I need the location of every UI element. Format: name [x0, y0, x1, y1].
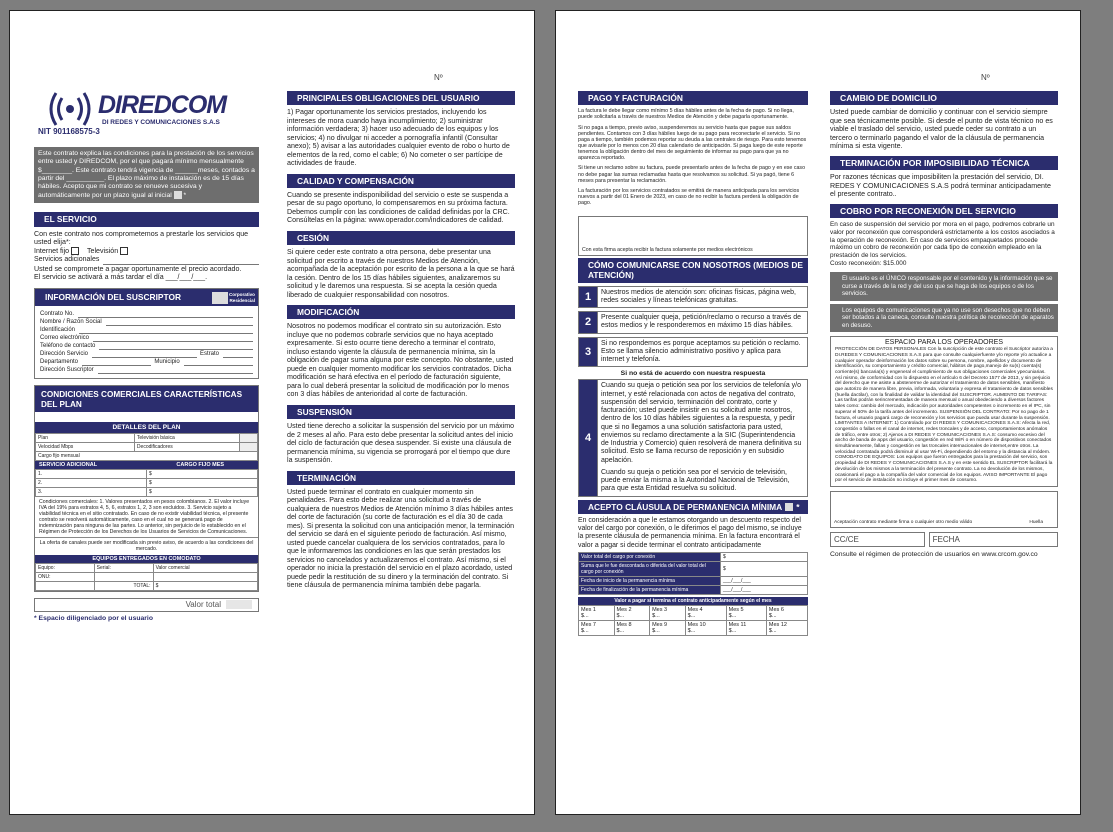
row-label: Suma que le fue descontada o diferida del valor total del cargo por conexión [579, 561, 721, 576]
item-text: Nuestros medios de atención son: oficinas físicas, página web, redes sociales y líneas telefónicas gratuitas. [597, 287, 807, 308]
mes-value: $... [581, 612, 589, 619]
mes-value: $... [652, 612, 660, 619]
item-4-text-b: Cuando su queja o petición sea por el servicio de televisión, puede enviar la misma a la Autoridad Nacional de Televisión, para que esta Entidad resuelva su solicitud. [601, 468, 790, 493]
tv-basica-label: Televisión básica [134, 434, 239, 443]
id-date-row [830, 532, 1058, 547]
field-input[interactable] [106, 318, 253, 326]
permanencia-table [578, 552, 808, 595]
row-value[interactable]: $ [147, 470, 258, 479]
adicional-table [35, 469, 258, 497]
signature-label: Aceptación contrato mediante firma o cualquier otro medio válido [834, 519, 973, 525]
servicio-header: EL SERVICIO [34, 212, 259, 226]
field-label: Dirección Suscriptor [40, 367, 94, 374]
item-number: 2 [579, 312, 597, 333]
cargo-fijo-label: Cargo fijo mensual [36, 452, 258, 461]
adicionales-label: Servicios adicionales [34, 256, 100, 264]
pago-header: PAGO Y FACTURACIÓN [578, 91, 808, 105]
field-label: Correo electrónico [40, 334, 90, 341]
condiciones-box [34, 385, 259, 591]
mes-cell[interactable] [579, 620, 615, 635]
table-row [36, 581, 258, 590]
onu-valor[interactable] [153, 572, 257, 581]
renewal-checkbox[interactable] [174, 191, 182, 199]
field-input[interactable] [92, 350, 197, 358]
pago-p1: La factura le debe llegar como mínimo 5 días hábiles antes de la fecha de pago. Si no llega, puede solicitarla a través de nuestros Medios de Atención y debe pagarla oportunamente. [578, 108, 794, 121]
field-label: Dirección Servicio [40, 351, 89, 358]
table-row [36, 572, 258, 581]
municipio-label: Municipio [154, 359, 180, 366]
medio-item-3 [578, 337, 808, 368]
intro-text: Este contrato explica las condiciones para la prestación de los servicios entre usted y DIREDCOM, por el que pagará mínimo mensualmente $________. Este contrato tendrá vigencia de ______meses, contados a partir del __________. El plazo máximo de instalación es de 15 días hábiles. Acepto que mi contrato se renueve sucesiva y automáticamente por un plazo igual al inicial [38, 150, 255, 200]
calidad-header: CALIDAD Y COMPENSACIÓN [287, 174, 515, 188]
cc-field[interactable]: CC/CE [830, 532, 925, 547]
mes-cell[interactable] [726, 605, 766, 620]
pay-text: Usted se compromete a pagar oportunamente el precio acordado. [34, 264, 242, 273]
mes-cell[interactable] [766, 605, 807, 620]
permanencia-text: En consideración a que le estamos otorgando un descuento respecto del valor del cargo por conexión, o le diferimos el pago del mismo, se incluye la presente cláusula de permanencia mínima. En la factura encontrará el valor a pagar si decide terminar el contrato anticipadamente [578, 516, 802, 549]
field-contrato [40, 310, 253, 318]
decodificadores-label: Decodificadores [134, 443, 239, 452]
mes-value: $... [768, 627, 777, 634]
field-direccion [40, 350, 253, 358]
mes-cell[interactable] [766, 620, 807, 635]
factura-firma-box[interactable] [578, 216, 808, 256]
obligaciones-text: 1) Pagar oportunamente los servicios prestados, incluyendo los intereses de mora cuando haya incumplimiento; 2) suministrar información verdadera; 3) hacer uso adecuado de los equipos y los servicios; 4) no divulgar ni acceder a pornografía infantil (Consultar anexo); 5) avisar a las autoridades cualquier evento de robo o hurto de elementos de la red, como el cable; 6) No cometer o ser partícipe de actividades de fraude. [287, 108, 510, 168]
mes-label: Mes 8 [616, 621, 632, 628]
imposibilidad-text: Por razones técnicas que imposibiliten la prestación del servicio, DI. REDES Y COMUNICACIONES S.A.S podrá terminar anticipadamente el presente contrato.. [830, 173, 1051, 199]
suscriptor-type [212, 292, 255, 304]
item-number: 3 [579, 338, 597, 367]
mes-cell[interactable] [726, 620, 766, 635]
table-row [579, 576, 808, 585]
left-column [578, 91, 808, 636]
fecha-field[interactable]: FECHA [929, 532, 1058, 547]
tv-label: Televisión [86, 246, 119, 255]
page-number-label: Nº [434, 73, 443, 82]
field-label: Contrato No. [40, 310, 75, 317]
cesion-text: Si quiere ceder este contrato a otra persona, debe presentar una solicitud por escrito a través de nuestros Medios de Atención, acompañada de la aceptación por escrito de la persona a la que se hará la cesión. Dentro de los 15 días hábiles siguientes, analizaremos su solicitud y le daremos una respuesta. Si se acepta la cesión queda liberado de cualquier responsabilidad con nosotros. [287, 248, 515, 299]
field-input[interactable] [79, 326, 253, 334]
equipo-label: Equipo: [36, 563, 95, 572]
activate-text: El servicio se activará a más tardar el día ___/___/___. [34, 273, 208, 282]
servicio-intro: Con este contrato nos comprometemos a prestarle los servicios que usted elija*: [34, 229, 249, 247]
calidad-text: Cuando se presente indisponibilidad del servicio o este se suspenda a pesar de su pago oportuno, lo compensaremos en su próxima factura. Debemos cumplir con las condiciones de calidad definidas por la CRC. Consúltelas en la página: www.operador.com/indicadores de calidad. [287, 190, 510, 225]
row-value[interactable]: ___/___/___ [720, 585, 807, 594]
mes-label: Mes 1 [581, 606, 596, 613]
mes-label: Mes 10 [687, 621, 706, 628]
table-row [579, 561, 808, 576]
item-text [597, 380, 807, 495]
condiciones-notes: Condiciones comerciales: 1. Valores presentados en pesos colombianos. 2. El valor incluye IVA del 19% para estratos 4, 5, 6, estratos 1, 2, 3 son excluidos. 3. Servicio sujeto a viabilidad técnica en el sitio contratado. En caso de no existir viabilidad técnica, el presente contrato se resolverá automáticamente, caso en el cual no se generará pago de indemnización para ninguna de las partes. Lo anterior, sin perjuicio de lo establecido en el Régimen de Protección de los Derechos de los Usuarios de Servicios de Comunicaciones. [35, 497, 258, 538]
internet-checkbox[interactable] [71, 247, 79, 255]
mes-cell[interactable] [614, 620, 650, 635]
suscriptor-box [34, 288, 259, 380]
terminacion-text: Usted puede terminar el contrato en cualquier momento sin penalidades. Para esto debe realizar una solicitud a través de cualquiera de nuestros Medios de Atención mínimo 3 días hábiles antes del corte de facturación (su corte de facturación es el día 30 de cada mes). Si presenta la solicitud con una anticipación menor, la terminación del servicio se dará en el siguiente periodo de facturación. Así mismo, usted puede cancelar cualquiera de los servicios contratados, para lo que le informaremos las condiciones en las que serán prestados los servicios no cancelados y actualizaremos el contrato. Así mismo, si el operador no inicia la prestación del servicio en el plazo acordado, usted puede pedir la restitución de su dinero y la terminación del contrato. Si tiene cláusula de permanencia mínima también debe pagarla. [287, 487, 515, 590]
mes-value: $... [687, 612, 696, 619]
logo [34, 89, 259, 147]
total-label: TOTAL: [94, 581, 153, 590]
modificacion-header: MODIFICACIÓN [287, 305, 515, 319]
signal-waves-icon [44, 89, 100, 129]
row-label: Fecha de inicio de la permanencia mínima [579, 576, 721, 585]
aviso-responsable: El usuario es el ÚNICO responsable por el contenido y la información que se curse a través de la red y del uso que se haga de los equipos o de los servicios. [830, 272, 1058, 300]
huella-label: Huella [1029, 519, 1043, 525]
mes-value: $... [581, 627, 589, 634]
item-number: 4 [579, 380, 597, 495]
row-number: 3. [36, 488, 147, 497]
mes-label: Mes 6 [768, 606, 784, 613]
pago-p4: La facturación por los servicios contratados se emitirá de manera anticipada para los servicios nuevos a partir del 01 Enero de 2023, en caso de no recibir la factura perderá la obligación de pago. [578, 187, 800, 207]
field-label: Departamento [40, 359, 79, 366]
item-4-text-a: Cuando su queja o petición sea por los servicios de telefonía y/o internet, y esté relacionada con actos de negativa del contrato, suspensión del servicio, terminación del contrato, corte y facturación; usted puede insistir en su solicitud ante nosotros, dentro de los 10 días hábiles siguientes a la respuesta, y pedir que si no llegamos a una solución satisfactoria para usted, enviemos su reclamo directamente a la SIC (Superintendencia de Industria y Comercio) quien resolverá de manera definitiva su solicitud. Esto se llama recurso de reposición y en subsidio apelación. [601, 382, 802, 464]
row-number: 1. [36, 470, 147, 479]
row-value[interactable]: $ [720, 552, 807, 561]
contract-page-2 [555, 10, 1081, 815]
mes-cell[interactable] [685, 620, 726, 635]
meses-header: Valor a pagar si termina el contrato anticipadamente según el mes [578, 597, 808, 605]
mes-value: $... [616, 627, 625, 634]
tv-basica-input[interactable] [240, 434, 258, 443]
footnote: * Espacio diligenciado por el usuario [34, 614, 153, 622]
servicio-section [34, 230, 259, 282]
decodificadores-input[interactable] [240, 443, 258, 452]
mes-value: $... [616, 612, 625, 619]
field-label: Nombre / Razón Social [40, 318, 102, 325]
pago-p2: Si no paga a tiempo, previo aviso, suspenderemos su servicio hasta que pague sus saldos pendientes. Contamos con 3 días hábiles luego de su pago para reconectarle el servicio. Si no paga a tiempo, también podemos reportar su deuda a las centrales de riesgo. Para esto tenemos que avisarle por lo menos con 20 días calendario de anticipación. Si paga luego de este reporte tenemos la obligación dentro del mes de seguimiento de informar su pago para que ya no aparezca reportado. [578, 124, 807, 162]
table-row [579, 605, 808, 620]
field-departamento [40, 358, 253, 366]
mes-cell[interactable] [685, 605, 726, 620]
field-identificacion [40, 326, 253, 334]
nit-number: NIT 901168575-3 [38, 127, 100, 136]
intro-mark: * [183, 192, 187, 200]
valor-total-label: Valor total [185, 600, 221, 609]
internet-label: Internet fijo [34, 246, 70, 255]
mes-value: $... [687, 627, 696, 634]
field-nombre [40, 318, 253, 326]
residencial-checkbox[interactable] [212, 298, 228, 304]
adicionales-field [34, 255, 259, 264]
permanencia-title: ACEPTO CLÁUSULA DE PERMANENCIA MÍNIMA [588, 501, 783, 512]
table-row [36, 443, 258, 452]
operadores-title: ESPACIO PARA LOS OPERADORES [885, 339, 1003, 347]
field-input[interactable] [98, 366, 253, 374]
mes-label: Mes 5 [728, 606, 744, 613]
mes-cell[interactable] [614, 605, 650, 620]
servicio-adicional-label: SERVICIO ADICIONAL [39, 462, 98, 469]
estrato-input[interactable] [223, 350, 253, 358]
municipio-input[interactable] [184, 358, 253, 366]
table-row [36, 434, 258, 443]
intro-box [34, 147, 259, 203]
suscriptor-title: INFORMACIÓN DEL SUSCRIPTOR [45, 292, 182, 303]
row-number: 2. [36, 479, 147, 488]
valor-total-box [34, 598, 259, 612]
medio-item-4 [578, 379, 808, 496]
mes-label: Mes 4 [687, 606, 703, 613]
medio-item-2 [578, 311, 808, 334]
cargo-mes-label: CARGO FIJO MES [176, 462, 225, 469]
equipos-table [35, 563, 258, 591]
field-input[interactable] [78, 310, 253, 318]
onu-label: ONU: [36, 572, 95, 581]
service-options [34, 247, 259, 256]
field-input[interactable] [93, 334, 253, 342]
field-label: Teléfono de contacto [40, 343, 96, 350]
mes-label: Mes 3 [652, 606, 668, 613]
suspension-text: Usted tiene derecho a solicitar la suspensión del servicio por un máximo de 2 meses al año. Para esto debe presentar la solicitud antes del inicio del ciclo de facturación que desea suspender. Si existe una cláusula de permanencia mínima, su vigencia se prorrogará por el tiempo que dure la suspensión. [287, 422, 515, 465]
table-row [36, 470, 258, 479]
field-direccion-suscriptor [40, 366, 253, 374]
suspension-header: SUSPENSIÓN [287, 405, 515, 419]
right-column [830, 91, 1058, 559]
reconexion-cost: Costo reconexión: $15.000 [830, 259, 907, 267]
left-column [34, 89, 259, 622]
mes-cell[interactable] [650, 620, 686, 635]
reconexion-text: En caso de suspensión del servicio por mora en el pago, podremos cobrarle un valor por reconexión que corresponderá estrictamente a los costos asociados a la operación de reconexión. En caso de servicios empaquetados procede máximo un cobro de reconexión por cada tipo de conexión empleado en la prestación de los servicios. [830, 221, 1055, 260]
operadores-box [830, 336, 1058, 487]
field-input[interactable] [82, 358, 151, 366]
logo-brand: DIREDCOM [98, 91, 227, 119]
row-value[interactable]: $ [147, 488, 258, 497]
meses-table [578, 605, 808, 636]
terminacion-header: TERMINACIÓN [287, 471, 515, 485]
medio-item-1 [578, 286, 808, 309]
row-value[interactable]: $ [720, 561, 807, 576]
row-label: Valor total del cargo por conexión [579, 552, 721, 561]
mes-label: Mes 7 [581, 621, 596, 628]
serial-label: Serial: [94, 563, 153, 572]
field-label: Identificación [40, 326, 76, 333]
domicilio-header: CAMBIO DE DOMICILIO [830, 91, 1058, 105]
cesion-header: CESIÓN [287, 231, 515, 245]
aviso-desechos: Los equipos de comunicaciones que ya no use son desechos que no deben ser botados a la caneca, consulte nuestra política de recolección de aparatos en desuso. [830, 304, 1058, 332]
table-row [579, 620, 808, 635]
mes-cell[interactable] [579, 605, 615, 620]
mes-value: $... [652, 627, 660, 634]
total-value[interactable]: $ [153, 581, 257, 590]
equipos-header: EQUIPOS ENTREGADOS EN COMODATO [35, 555, 258, 563]
mes-value: $... [768, 612, 777, 619]
plan-table [35, 433, 258, 461]
tv-checkbox[interactable] [120, 247, 128, 255]
comunicarse-header: CÓMO COMUNICARSE CON NOSOTROS (MEDIOS DE ATENCIÓN) [578, 258, 808, 282]
mes-label: Mes 2 [616, 606, 632, 613]
signature-box[interactable] [830, 491, 1058, 528]
table-row [36, 563, 258, 572]
operadores-text: PROTECCIÓN DE DATOS PERSONALES Con la suscripción de este contrato el Suscriptor autoriza a DI.REDES Y COMUNICACIONES S.A.S para que consulte cualquierfuente y/o reporte y/o actualice a cualquier operador deinformación los datos sobre su persona, nombre, apellidos y documento de identificación, su comportamiento y crédito comercial, hábitos de pago,manejo de su(s) cuenta(s) corriente(s) bancaria(s) y engeneral el cumplimiento de sus obligaciones comerciales ypecuniarias. Así mismo, de conformidad con lo dispuesto en el artículo 6 del Decreto 1577 de 2013, y sin perjuicio del derecho que me asiste a abstenerme de autorizar el tratamiento de datos sensibles, manifiesto que autorizo de manera libre, previa, informada, voluntaria y expresa el tratamiento de datos sensibles (huella dactilar), con la finalidad de validar la identidad del SUSCRIPTOR. AUMENTO DE TARIFAS: Las tarifas podrán serincrementadas de manera mensual o anual obedeciendo a diversos factores tales como: cambio del mercado, indicación por autoridades competentes o incremento en el IPC, sin superar el 50% de la tarifa antes del incremento. SUSPENSIÓN DEL CONTRATO: Por no pago de 1 factura, el usuario pagará cargo de reconexión y los servicios que pueda usar durante la suspensión. LIMITANTES A INTERNET: 1) Controlado por DI REDES Y COMUNICACIONES S.A.S: Afecta la red, congestión o fallas en el canal de internet, redes troncales y de acceso, comportamientos anómalos de tráfico, entre otros; 2) Ajenos a DI REDES Y COMUNICACIONES S.A.S: consumo excesivo del ancho de banda de apps del usuario, congestión en red WiFi o en número de dispositivos conectados simultáneamente, fallas y congestión en las troncales internacionales de internet,entre otros. La velocidad contratada podrá disminuir al usar Wi-Fi, dependiendo del entorno y la distancia al módem. COMODATO DE EQUIPOS: Los equipos que fueron entregados para la prestación del servicio, son propiedad de DI REDES Y COMUNICACIONES S.A.S y en este sentido EL SUSCRIPTOR facilitará la devolución de los mismos a la terminación del presente contrato. La no devolución de los mismos, ocasionará el pago a la compañía del valor comercial de los equipos. AVISO IMPORTANTE El pago por el servicio de instalación no incluye el primer mes de consumo. [835, 347, 1053, 484]
right-column [287, 91, 515, 590]
velocidad-label: Velocidad Mbps [36, 443, 135, 452]
valor-total-input[interactable] [226, 600, 252, 609]
onu-serial[interactable] [94, 572, 153, 581]
item-text: Presente cualquier queja, petición/reclamo o recurso a través de estos medios y le responderemos en máximo 15 días hábiles. [597, 312, 807, 333]
logo-subtitle: DI REDES Y COMUNICACIONES S.A.S [102, 119, 220, 126]
oferta-note: La oferta de canales puede ser modificada sin previo aviso, de acuerdo a las condiciones del mercado. [39, 540, 254, 553]
suscriptor-header [35, 289, 258, 306]
regimen-text: Consulte el régimen de protección de usuarios en www.crcom.gov.co [830, 550, 1038, 558]
field-telefono [40, 342, 253, 350]
estrato-label: Estrato [199, 351, 219, 358]
row-value[interactable]: ___/___/___ [720, 576, 807, 585]
modificacion-text: Nosotros no podemos modificar el contrato sin su autorización. Esto incluye que no podemos cobrarle servicios que no haya aceptado expresamente. Si esto ocurre tiene derecho a terminar el contrato, incluso estando vigente la cláusula de permanencia mínima, sin la obligación de pagar suma alguna por este concepto. No obstante, usted puede en cualquier momento modificar los servicios contratados. Dicha modificación se hará efectiva en el período de facturación siguiente, para lo cual deberá presentar la solicitud de modificación por lo menos con 3 días hábiles de anterioridad al corte de facturación. [287, 322, 514, 399]
pago-p3: Si tiene un reclamo sobre su factura, puede presentarlo antes de la fecha de pago y en ese caso no debe pagar las sumas reclamadas hasta que resolvamos su solicitud. Si ya pagó, tiene 6 meses para presentar la reclamación. [578, 165, 806, 184]
domicilio-text: Usted puede cambiar de domicilio y continuar con el servicio siempre que sea técnicamente posible. Si desde el punto de vista técnico no es viable el traslado del servicio, usted puede ceder su contrato a un tercero o terminarlo pagando el valor de la cláusula de permanencia mínima si esta vigente. [830, 108, 1053, 151]
adicional-header [35, 461, 258, 469]
contract-page-1 [9, 10, 535, 815]
item-text: Si no respondemos es porque aceptamos su petición o reclamo. Esto se llama silencio administrativo positivo y aplica para internet y telefonía. [597, 338, 807, 367]
residencial-label: Residencial [229, 297, 255, 303]
obligaciones-header: PRINCIPALES OBLIGACIONES DEL USUARIO [287, 91, 515, 105]
page-number-label: Nº [981, 73, 990, 82]
plan-label: Plan [36, 434, 135, 443]
mes-label: Mes 9 [652, 621, 668, 628]
desacuerdo-label: Si no está de acuerdo con nuestra respuesta [620, 370, 766, 378]
mes-value: $... [728, 627, 737, 634]
permanencia-mark: * [796, 501, 800, 512]
field-input[interactable] [99, 342, 253, 350]
valor-comercial-label: Valor comercial [153, 563, 257, 572]
mes-value: $... [728, 612, 737, 619]
reconexion-header: COBRO POR RECONEXIÓN DEL SERVICIO [830, 204, 1058, 218]
mes-label: Mes 11 [728, 621, 747, 628]
mes-cell[interactable] [650, 605, 686, 620]
imposibilidad-header: TERMINACIÓN POR IMPOSIBILIDAD TÉCNICA [830, 156, 1058, 170]
table-row [36, 488, 258, 497]
table-row [579, 585, 808, 594]
permanencia-checkbox[interactable] [785, 503, 793, 511]
mes-label: Mes 12 [768, 621, 787, 628]
detalles-header: DETALLES DEL PLAN [35, 422, 258, 433]
factura-firma-label: Con esta firma acepta recibir la factura solamente por medios electrónicos [582, 247, 753, 254]
suscriptor-fields [35, 310, 258, 375]
table-row [36, 479, 258, 488]
adicionales-input[interactable] [103, 255, 259, 264]
item-number: 1 [579, 287, 597, 308]
table-row [579, 552, 808, 561]
corporativo-label: Corporativo [228, 291, 255, 297]
table-row [36, 452, 258, 461]
row-label: Fecha de finalización de la permanencia mínima [579, 585, 721, 594]
field-correo [40, 334, 253, 342]
condiciones-header: CONDICIONES COMERCIALES CARACTERÍSTICAS DEL PLAN [35, 386, 258, 412]
permanencia-header [578, 500, 808, 514]
row-value[interactable]: $ [147, 479, 258, 488]
